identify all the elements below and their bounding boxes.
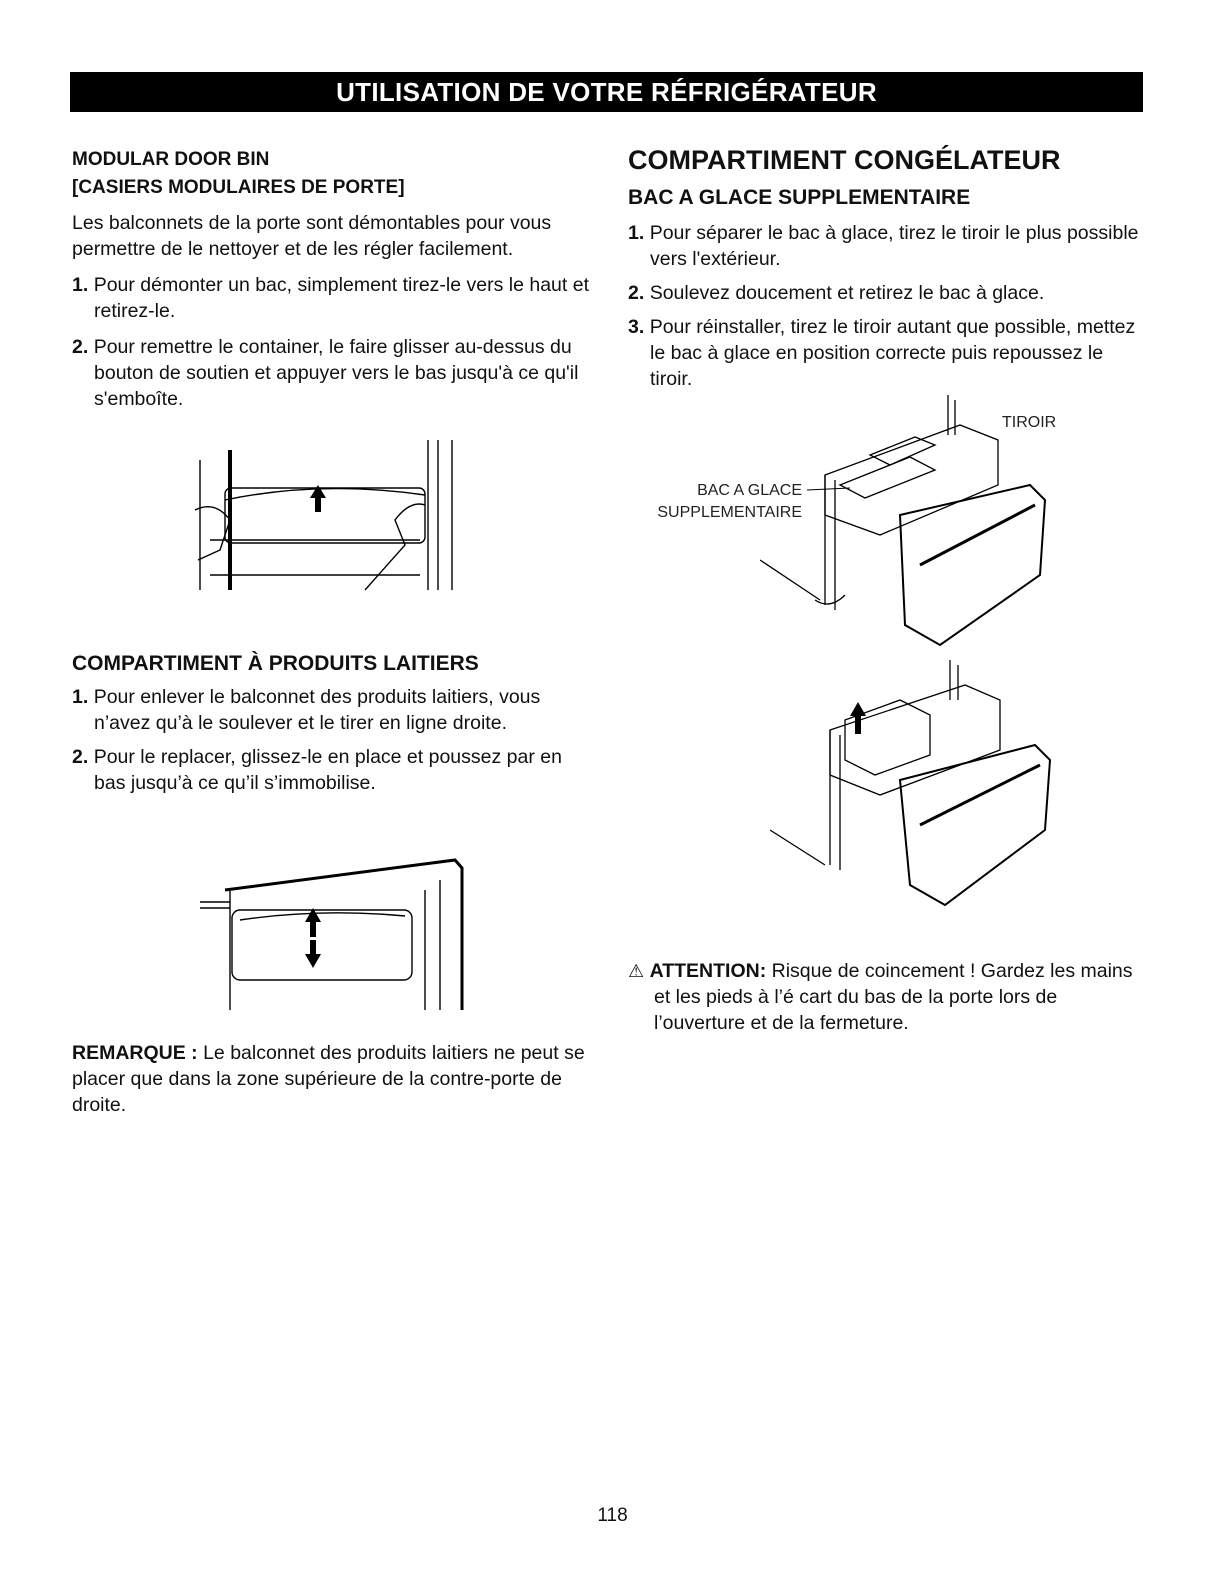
page-number: 118 — [597, 1505, 628, 1526]
note-label: REMARQUE : — [72, 1042, 198, 1064]
label-tiroir: TIROIR — [1002, 414, 1057, 431]
dairy-step-2: 2. Pour le replacer, glissez-le en place et poussez par en bas jusqu’à ce qu’il s’immobilise. — [72, 746, 562, 794]
ice-bin-subtitle: BAC A GLACE SUPPLEMENTAIRE — [628, 186, 971, 209]
door-bin-illustration — [190, 440, 470, 600]
label-ice-bin-1: BAC A GLACE — [697, 482, 802, 499]
freezer-step-1: 1. Pour séparer le bac à glace, tirez le tiroir le plus possible vers l'extérieur. — [628, 222, 1139, 270]
note-text: Le balconnet des produits laitiers ne peut se placer que dans la zone supérieure de la contre-porte de droite. — [72, 1042, 585, 1116]
freezer-drawer-illustration — [760, 395, 1060, 655]
warning-icon: ⚠ — [628, 961, 645, 981]
attention-label: ATTENTION: — [649, 960, 767, 982]
attention-text: Risque de coincement ! Gardez les mains et les pieds à l’é cart du bas de la porte lors de l’ouverture et de la fermeture. — [654, 960, 1133, 1034]
label-ice-bin-2: SUPPLEMENTAIRE — [657, 504, 802, 521]
attention-block — [628, 958, 1148, 1036]
freezer-step-3: 3. Pour réinstaller, tirez le tiroir autant que possible, mettez le bac à glace en position correcte puis repoussez le tiroir. — [628, 316, 1136, 390]
door-bin-step-1: 1. Pour démonter un bac, simplement tirez-le vers le haut et retirez-le. — [72, 274, 590, 322]
door-bin-section — [72, 146, 592, 412]
freezer-title: COMPARTIMENT CONGÉLATEUR — [628, 145, 1061, 175]
dairy-note — [72, 1040, 592, 1118]
dairy-illustration — [200, 850, 470, 1015]
door-bin-title-fr: [CASIERS MODULAIRES DE PORTE] — [72, 177, 405, 198]
freezer-step-2: 2. Soulevez doucement et retirez le bac à glace. — [628, 282, 1045, 304]
freezer-lift-illustration — [770, 660, 1060, 920]
page-banner: UTILISATION DE VOTRE RÉFRIGÉRATEUR — [70, 72, 1143, 112]
door-bin-step-2: 2. Pour remettre le container, le faire glisser au-dessus du bouton de soutien et appuyer vers le bas jusqu'à ce qu'il s'emboîte. — [72, 336, 579, 410]
door-bin-intro: Les balconnets de la porte sont démontables pour vous permettre de le nettoyer et de les régler facilement. — [72, 212, 552, 260]
dairy-title: COMPARTIMENT À PRODUITS LAITIERS — [72, 652, 479, 675]
freezer-section — [628, 144, 1148, 392]
door-bin-title: MODULAR DOOR BIN — [72, 149, 270, 170]
label-leader-line — [805, 478, 855, 498]
dairy-section — [72, 650, 592, 796]
dairy-step-1: 1. Pour enlever le balconnet des produits laitiers, vous n’avez qu’à le soulever et le tirer en ligne droite. — [72, 686, 541, 734]
